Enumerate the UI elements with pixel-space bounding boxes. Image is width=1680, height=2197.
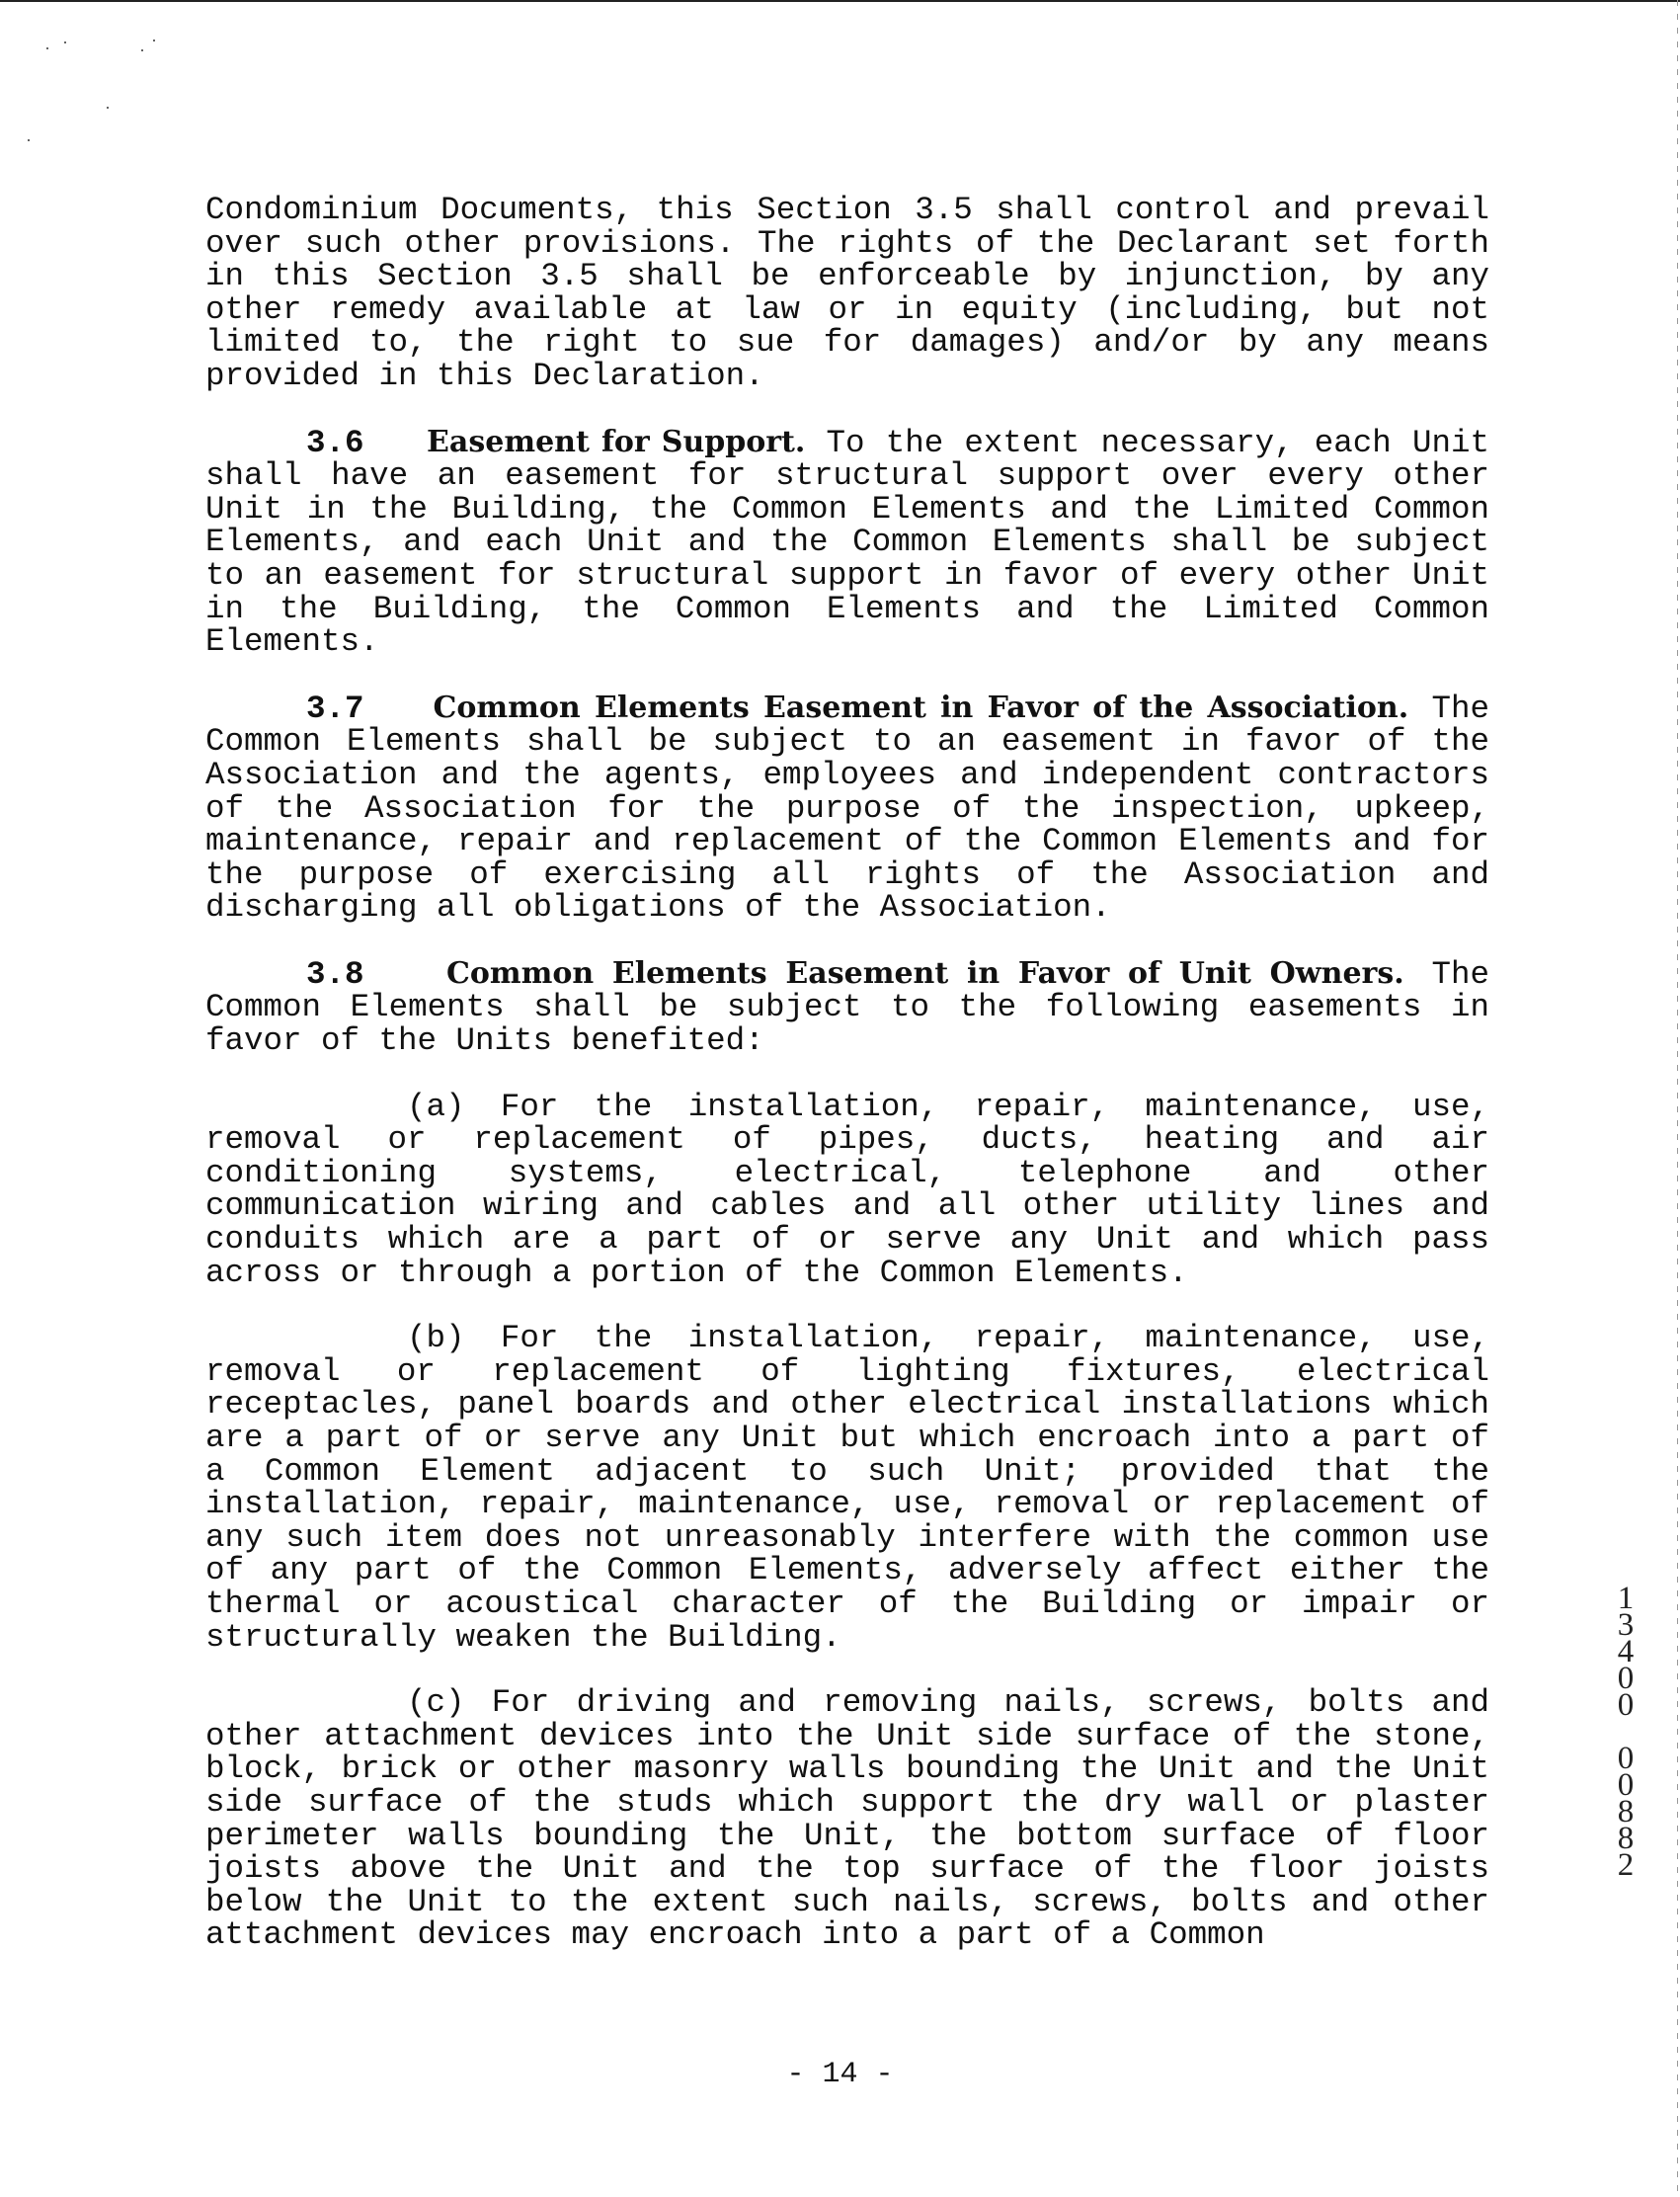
section-3-7 (205, 692, 1489, 925)
digit: 0 (1617, 1741, 1635, 1776)
section-3-8 (205, 957, 1489, 1058)
digit: 8 (1617, 1794, 1635, 1830)
digit: 8 (1617, 1821, 1635, 1856)
digit: 0 (1617, 1767, 1635, 1803)
paragraph-section-3-5-continued: Condominium Documents, this Section 3.5 shall control and prevail over such other provisions. The rights of the Declarant set forth in this Section 3.5 shall be enforceable by injunction, by any other remedy available at law or in equity (including, but not limited to, the right to sue for damages) and/or by any means provided in this Declaration. (205, 192, 1489, 394)
section-heading: Common Elements Easement in Favor of the Association. (433, 690, 1409, 725)
top-border-line (0, 0, 1680, 2)
scan-specks (0, 0, 198, 198)
digit: 2 (1617, 1847, 1635, 1883)
subsection-a: (a) For the installation, repair, maintenance, use, removal or replacement of pipes, ducts, heating and air conditioning systems, electrical, telephone and other communication wiring and cables and all other utility lines and conduits which are a part of or serve any Unit and which pass across or through a portion of the Common Elements. (205, 1088, 1489, 1291)
digit: 0 (1617, 1687, 1635, 1723)
section-3-6 (205, 426, 1489, 659)
section-heading: Easement for Support. (427, 424, 806, 459)
section-text: To the extent necessary, each Unit shall have an easement for structural support over every other Unit in the Building, the Common Elements and the Limited Common Elements, and each Unit and the Common Elements shall be subject to an easement for structural support in favor of every other Unit in the Building, the Common Elements and the Limited Common Elements. (205, 424, 1489, 661)
section-text: The Common Elements shall be subject to an easement in favor of the Association and the agents, employees and independent contractors of the Association for the purpose of the inspection, upkeep, maintenance, repair and replacement of the Common Elements and for the purpose of exercising all rights of the Association and discharging all obligations of the Association. (205, 690, 1490, 927)
side-document-number (1608, 1581, 1643, 1883)
section-number: 3.6 (306, 424, 364, 461)
section-text: The Common Elements shall be subject to the following easements in favor of the Units benefited: (205, 955, 1489, 1060)
digit: 0 (1617, 1661, 1635, 1696)
section-number: 3.8 (306, 955, 364, 993)
right-scan-edge (1677, 0, 1678, 2197)
page-number: - 14 - (786, 2058, 894, 2091)
subsection-b: (b) For the installation, repair, maintenance, use, removal or replacement of lighting fixtures, electrical receptacles, panel boards and other electrical installations which are a part of or serve any Unit but which encroach into a part of a Common Element adjacent to such Unit; provided that the installation, repair, maintenance, use, removal or replacement of any such item does not unreasonably interfere with the common use of any part of the Common Elements, adversely affect either the thermal or acoustical character of the Building or impair or structurally weaken the Building. (205, 1320, 1489, 1656)
subsection-c: (c) For driving and removing nails, screws, bolts and other attachment devices into the Unit side surface of the stone, block, brick or other masonry walls bounding the Unit and the Unit side surface of the studs which support the dry wall or plaster perimeter walls bounding the Unit, the bottom surface of floor joists above the Unit and the top surface of the floor joists below the Unit to the extent such nails, screws, bolts and other attachment devices may encroach into a part of a Common (205, 1684, 1489, 1954)
section-number: 3.7 (306, 690, 364, 727)
document-body (205, 194, 1489, 1985)
digit: 3 (1617, 1607, 1635, 1643)
digit: 4 (1617, 1634, 1635, 1669)
section-heading: Common Elements Easement in Favor of Unit Owners. (445, 955, 1404, 991)
digit: 1 (1617, 1581, 1635, 1616)
